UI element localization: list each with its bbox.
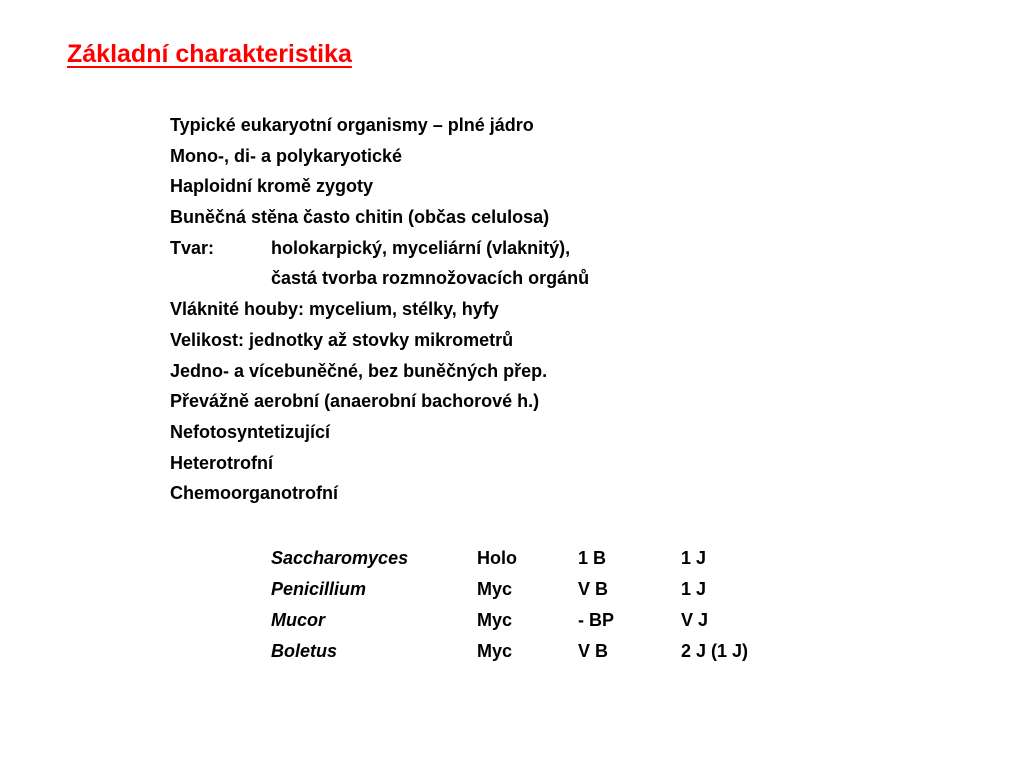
list-item: Typické eukaryotní organismy – plné jádro [170, 115, 534, 135]
list-item: Heterotrofní [170, 452, 273, 473]
organism-name: Penicillium [271, 579, 367, 599]
slide-title: Základní charakteristika [67, 40, 352, 68]
table-row [271, 605, 781, 636]
organisms-table [271, 543, 781, 667]
tvar-line-1: holokarpický, myceliární (vlaknitý), [271, 237, 571, 258]
list-item: Převážně aerobní (anaerobní bachorové h.) [170, 391, 540, 412]
tvar-label: Tvar: [170, 237, 215, 258]
table-row [271, 636, 781, 667]
tvar-line-2: častá tvorba rozmnožovacích orgánů [271, 268, 590, 289]
organism-name: Saccharomyces [271, 548, 409, 568]
organism-b: 1 B [578, 548, 607, 568]
organism-b: V B [578, 579, 609, 599]
list-item: Jedno- a vícebuněčné, bez buněčných přep. [170, 360, 548, 381]
organism-b: - BP [578, 610, 614, 630]
organism-form: Myc [477, 579, 513, 599]
list-item: Buněčná stěna často chitin (občas celulosa) [170, 207, 550, 228]
organism-b: V B [578, 641, 609, 661]
organism-j: V J [681, 610, 709, 630]
table-row [271, 543, 781, 574]
list-item-tvar [170, 233, 589, 264]
organism-form: Myc [477, 610, 513, 630]
organism-name: Boletus [271, 641, 338, 661]
organism-name: Mucor [271, 610, 325, 630]
list-item-tvar-continuation [170, 263, 589, 294]
list-item: Haploidní kromě zygoty [170, 176, 374, 197]
list-item: Vláknité houby: mycelium, stélky, hyfy [170, 299, 499, 320]
list-item: Chemoorganotrofní [170, 483, 338, 504]
list-item: Nefotosyntetizující [170, 421, 331, 442]
organism-j: 1 J [681, 579, 707, 599]
characteristics-list [170, 110, 589, 509]
table-row [271, 574, 781, 605]
organism-form: Myc [477, 641, 513, 661]
organism-form: Holo [477, 548, 517, 568]
organism-j: 1 J [681, 548, 707, 568]
organism-j: 2 J (1 J) [681, 641, 749, 661]
list-item: Mono-, di- a polykaryotické [170, 145, 403, 166]
list-item: Velikost: jednotky až stovky mikrometrů [170, 329, 514, 350]
